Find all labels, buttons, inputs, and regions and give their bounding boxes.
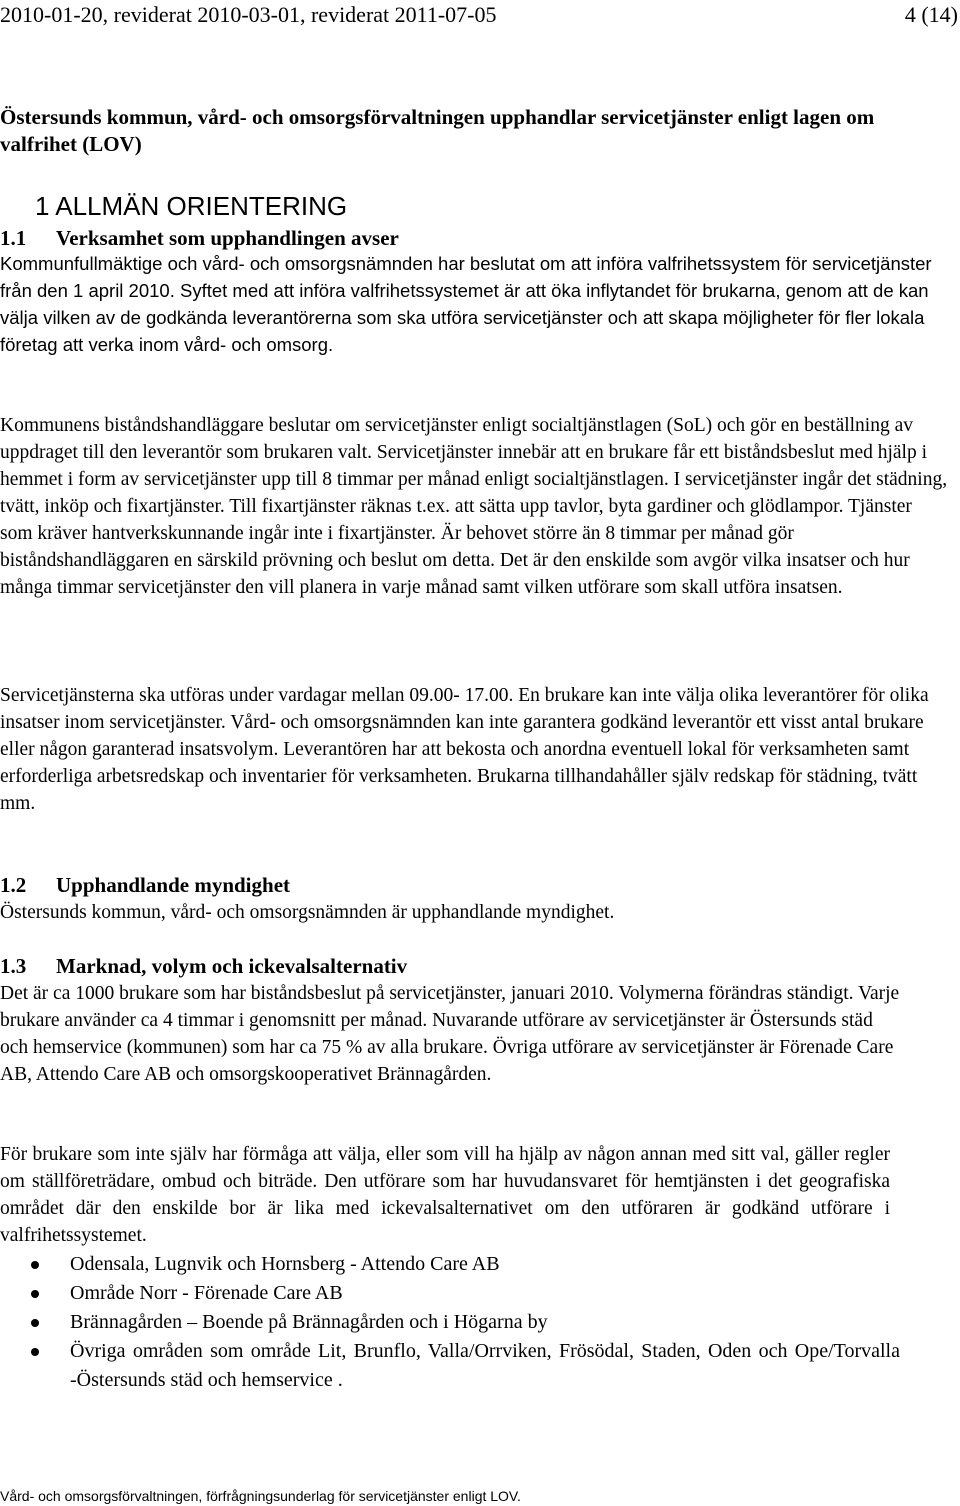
section-number: 1.1 bbox=[0, 226, 27, 250]
section-heading-1-1 bbox=[0, 225, 399, 251]
document-title: Östersunds kommun, vård- och omsorgsförvaltningen upphandlar servicetjänster enligt lagen om valfrihet (LOV) bbox=[0, 105, 875, 156]
bullet-icon bbox=[31, 1319, 39, 1327]
chapter-heading: 1 ALLMÄN ORIENTERING bbox=[35, 191, 348, 221]
provider-list bbox=[0, 1250, 900, 1395]
section-number: 1.3 bbox=[0, 954, 27, 978]
section-heading-1-3 bbox=[0, 953, 407, 979]
section-title: Verksamhet som upphandlingen avser bbox=[56, 226, 399, 250]
header-revision-dates: 2010-01-20, reviderat 2010-03-01, reviderat 2011-07-05 bbox=[0, 2, 497, 27]
paragraph-assessment: Kommunens biståndshandläggare beslutar om servicetjänster enligt socialtjänstlagen (SoL) och gör en beställning av uppdraget till den leverantör som brukaren valt. Servicetjänster innebär att en brukare får ett biståndsbeslut med hjälp i hemmet i form av servicetjänster upp till 8 timmar per månad enligt socialtjänstlagen. I servicetjänster ingår det städning, tvätt, inköp och fixartjänster. Till fixartjänster räknas t.ex. att sätta upp tavlor, byta gardiner och glödlampor. Tjänster som kräver hantverkskunnande ingår inte i fixartjänster. Är behovet större än 8 timmar per månad gör biståndshandläggaren en särskild prövning och beslut om detta. Det är den enskilde som avgör vilka insatser och hur många timmar servicetjänster den vill planera in varje månad samt vilken utförare som skall utföra insatsen. bbox=[0, 415, 948, 598]
page-footer: Vård- och omsorgsförvaltningen, förfrågningsunderlag för servicetjänster enligt LOV. bbox=[0, 1488, 521, 1504]
section-title: Upphandlande myndighet bbox=[56, 873, 291, 897]
page-number: 4 (14) bbox=[904, 2, 958, 27]
paragraph-market: Det är ca 1000 brukare som har biståndsbeslut på servicetjänster, januari 2010. Volymerna förändras ständigt. Varje brukare använder ca 4 timmar i genomsnitt per månad. Nuvarande utförare av servicetjänster är Östersunds städ och hemservice (kommunen) som har ca 75 % av alla brukare. Övriga utförare av servicetjänster är Förenade Care AB, Attendo Care AB och omsorgskooperativet Brännagården. bbox=[0, 983, 900, 1085]
section-heading-1-2 bbox=[0, 872, 290, 898]
bullet-icon bbox=[31, 1261, 39, 1269]
list-item bbox=[0, 1250, 900, 1279]
paragraph-hours: Servicetjänsterna ska utföras under vardagar mellan 09.00- 17.00. En brukare kan inte välja olika leverantörer för olika insatser inom servicetjänster. Vård- och omsorgsnämnden kan inte garantera godkänd leverantör ett visst antal brukare eller någon garanterad insatsvolym. Leverantören har att bekosta och anordna eventuell lokal för verksamheten samt erforderliga arbetsredskap och inventarier för verksamheten. Brukarna tillhandahåller själv redskap för städning, tvätt mm. bbox=[0, 685, 929, 814]
list-item-text: Övriga områden som område Lit, Brunflo, Valla/Orrviken, Frösödal, Staden, Oden och Ope/Torvalla -Östersunds städ och hemservice . bbox=[70, 1340, 900, 1391]
list-item-text: Brännagården – Boende på Brännagården och i Högarna by bbox=[70, 1311, 548, 1333]
paragraph-purpose: Kommunfullmäktige och vård- och omsorgsnämnden har beslutat om att införa valfrihetssystem för servicetjänster från den 1 april 2010. Syftet med att införa valfrihetssystemet är att öka inflytandet för brukarna, genom att de kan välja vilken av de godkända leverantörerna som ska utföra servicetjänster och att skapa möjligheter för fler lokala företag att verka inom vård- och omsorg. bbox=[0, 253, 932, 355]
list-item-text: Odensala, Lugnvik och Hornsberg - Attendo Care AB bbox=[70, 1253, 500, 1275]
bullet-icon bbox=[31, 1348, 39, 1356]
section-title: Marknad, volym och ickevalsalternativ bbox=[56, 954, 408, 978]
list-item bbox=[0, 1337, 900, 1395]
paragraph-authority: Östersunds kommun, vård- och omsorgsnämnden är upphandlande myndighet. bbox=[0, 902, 615, 923]
list-item bbox=[0, 1308, 900, 1337]
list-item bbox=[0, 1279, 900, 1308]
list-item-text: Område Norr - Förenade Care AB bbox=[70, 1282, 343, 1304]
section-number: 1.2 bbox=[0, 873, 27, 897]
bullet-icon bbox=[31, 1290, 39, 1298]
paragraph-nonchoice: För brukare som inte själv har förmåga att välja, eller som vill ha hjälp av någon annan med sitt val, gäller regler om ställföreträdare, ombud och biträde. Den utförare som har huvudansvaret för hemtjänsten i det geografiska området där den enskilde bor är lika med ickevalsalternativet om den utföraren är godkänd utförare i valfrihetssystemet. bbox=[0, 1144, 890, 1246]
